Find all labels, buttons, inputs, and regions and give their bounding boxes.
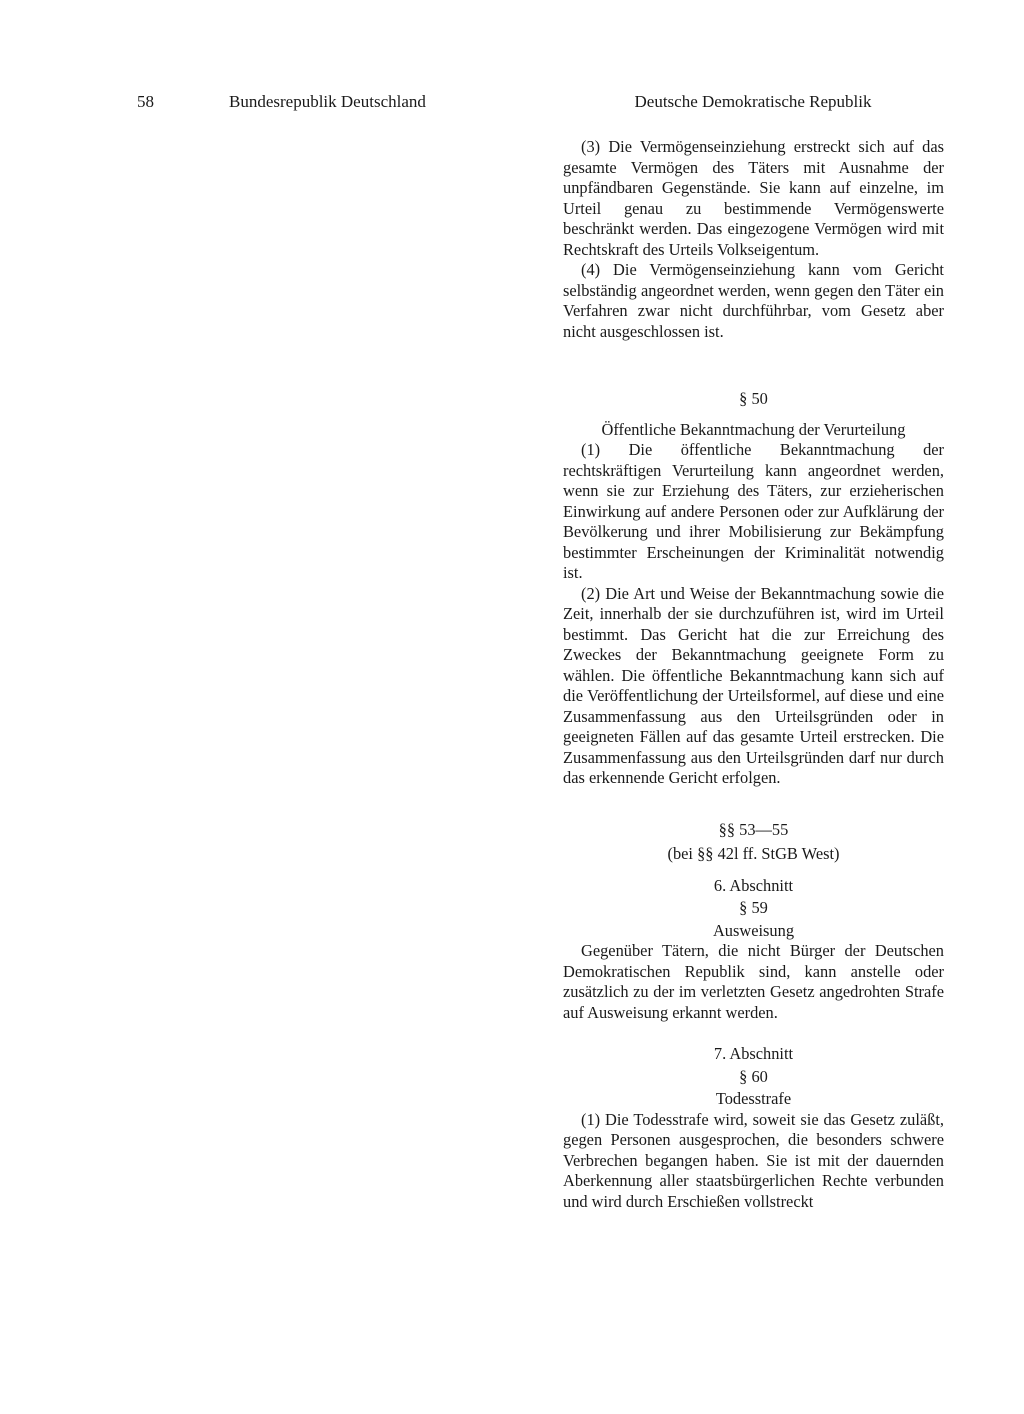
section-50-paragraph-1: (1) Die öffentliche Bekanntmachung der rechtskräftigen Verurteilung kann angeordnet werden, wenn sie zur Erziehung des Täters, zur erzieherischen Einwirkung auf andere Personen oder zur Aufklärung der Bevölkerung und ihrer Mobilisierung zur Bekämpfung bestimmter Erscheinungen der Kriminalität notwendig ist. xyxy=(563,440,944,582)
section-59-number: § 59 xyxy=(739,898,768,917)
header-right-title: Deutsche Demokratische Republik xyxy=(634,92,872,111)
section-50-number: § 50 xyxy=(739,389,768,408)
section-53-55-number: §§ 53—55 xyxy=(718,819,789,839)
section-59-title: Ausweisung xyxy=(712,920,795,940)
section-60-number: § 60 xyxy=(739,1066,768,1086)
section-53-55-note: (bei §§ 42l ff. StGB West) xyxy=(667,844,840,863)
section-50-title: Öffentliche Bekanntmachung der Verurteilung xyxy=(601,419,906,439)
right-column xyxy=(563,137,944,1212)
section-49-paragraph-4: (4) Die Vermögenseinziehung kann vom Gericht selbständig angeordnet werden, wenn gegen den Täter ein Verfahren zwar nicht durchführbar, vom Gesetz aber nicht ausgeschlossen ist. xyxy=(563,260,944,341)
page-number: 58 xyxy=(137,92,154,111)
chapter-6-heading: 6. Abschnitt xyxy=(713,875,794,895)
header-left-title: Bundesrepublik Deutschland xyxy=(229,92,426,111)
section-49-paragraph-3: (3) Die Vermögenseinziehung erstreckt sich auf das gesamte Vermögen des Täters mit Ausnahme der unpfändbaren Gegenstände. Sie kann auf einzelne, im Urteil genau zu bestimmende Vermögenswerte beschränkt werden. Das eingezogene Vermögen wird mit Rechtskraft des Urteils Volkseigentum. xyxy=(563,137,944,259)
section-50-paragraph-2: (2) Die Art und Weise der Bekanntmachung sowie die Zeit, innerhalb der sie durchzuführen ist, wird im Urteil bestimmt. Das Gericht hat die zur Erreichung des Zweckes der Bekanntmachung geeignete Form zu wählen. Die öffentliche Bekanntmachung kann sich auf die Veröffentlichung der Urteilsformel, auf diese und eine Zusammenfassung aus den Urteilsgründen oder in geeigneten Fällen auf das gesamte Urteil erstrecken. Die Zusammenfassung aus den Urteilsgründen darf nur durch das erkennende Gericht erfolgen. xyxy=(563,583,944,787)
section-60-title: Todesstrafe xyxy=(715,1089,792,1108)
section-60-paragraph-1: (1) Die Todesstrafe wird, soweit sie das Gesetz zuläßt, gegen Personen ausgesprochen, die besonders schwere Verbrechen begangen haben. Sie ist mit der dauernden Aberkennung aller staatsbürgerlichen Rechte verbunden und wird durch Erschießen vollstreckt xyxy=(563,1109,944,1211)
section-59-text: Gegenüber Tätern, die nicht Bürger der Deutschen Demokratischen Republik sind, kann anstelle oder zusätzlich zu der im verletzten Gesetz angedrohten Strafe auf Ausweisung erkannt werden. xyxy=(563,941,944,1022)
chapter-7-heading: 7. Abschnitt xyxy=(713,1044,794,1063)
